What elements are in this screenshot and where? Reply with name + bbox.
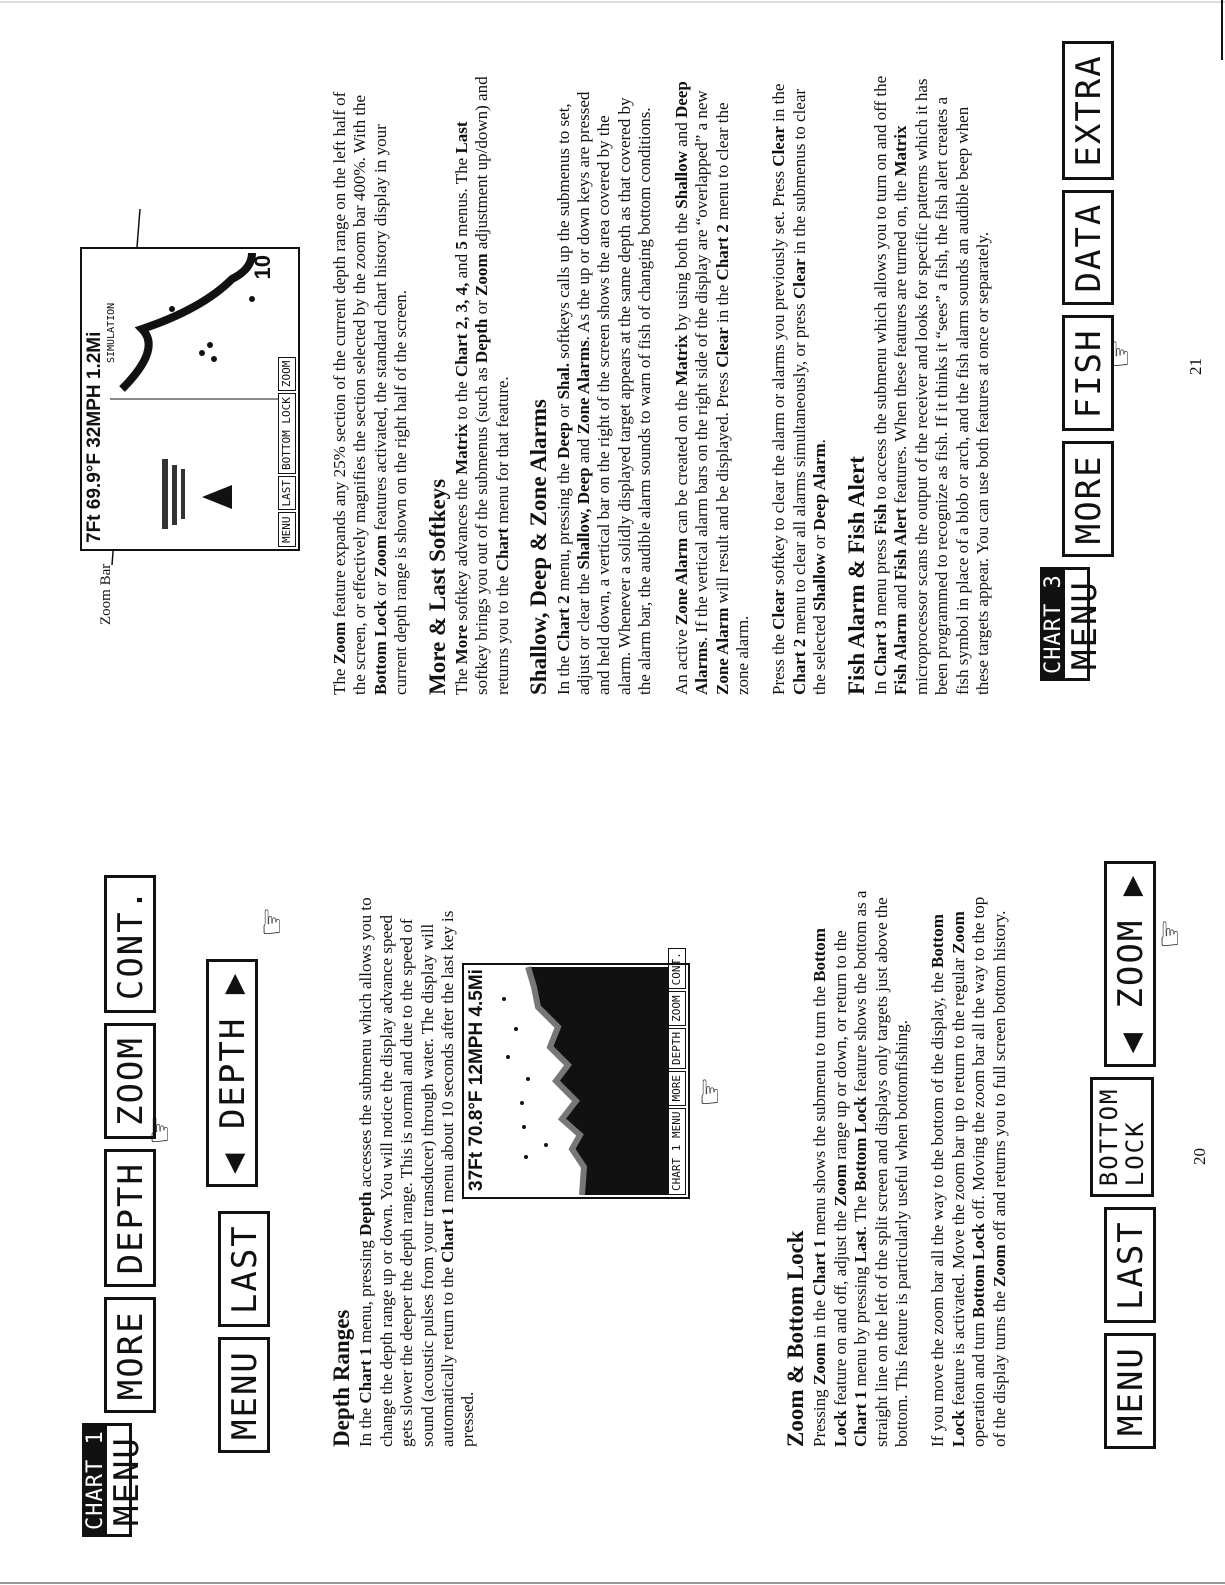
chart1-menu-label: MENU bbox=[107, 1436, 147, 1526]
zoom-bottom-lock-heading: Zoom & Bottom Lock bbox=[783, 1230, 808, 1447]
screen-key-zoom: ZOOM bbox=[278, 357, 296, 392]
zoomed-sonar-view bbox=[82, 249, 298, 549]
depth-adjust-softkey bbox=[206, 959, 258, 1187]
sonar-screen-chart1 bbox=[462, 952, 690, 1199]
fish-alarm-paragraph: In Chart 3 menu press Fish to access the submenu which allows you to turn on and off the Fish Alarm and Fish Alert features. When these features are turned on, the Matrix microprocessor scans the output of the receiver and looks for specific patterns which it has been programmed to recognize as fish. If it thinks it “sees” a fish, the fish alert creates a fish symbol in place of a blob or arch, and the fish alarm sounds an audible beep when these targets appear. You can use both features at once or separately. bbox=[870, 75, 992, 695]
fish-alarm-heading: Fish Alarm & Fish Alert bbox=[843, 456, 869, 695]
zoom-submenu-softkey-row bbox=[1095, 861, 1156, 1449]
depth-scale-number: 40 bbox=[640, 971, 665, 996]
menu-softkey-bottom[interactable]: MENU bbox=[1104, 1333, 1156, 1449]
chart1-menu-header: CHART 1 bbox=[85, 1426, 107, 1534]
bottom-lock-softkey[interactable] bbox=[1090, 1077, 1154, 1198]
screen-key-last: LAST bbox=[278, 476, 296, 511]
hand-pointer-icon: ☞ bbox=[1152, 918, 1189, 949]
zoom-bottom-lock-section bbox=[770, 887, 1026, 1447]
more-softkey[interactable]: MORE bbox=[104, 1297, 156, 1413]
shallow-paragraph-2: An active Zone Alarm can be created on the Matrix by using both the Shallow and Deep Alarms. If the vertical alarm bars on the right side of the display are “overlapped” a new Zone Alarm will result and be displayed. Press Clear in the Chart 2 menu to clear the zone alarm. bbox=[671, 81, 752, 695]
sonar-bottom-profile bbox=[464, 965, 688, 1197]
hand-pointer-icon: ☞ bbox=[692, 1076, 729, 1107]
depth-softkey[interactable]: DEPTH bbox=[104, 1149, 156, 1287]
depth-ranges-heading: Depth Ranges bbox=[329, 1309, 354, 1447]
fish-softkey[interactable]: FISH bbox=[1062, 316, 1114, 432]
screen-softkeys bbox=[668, 952, 686, 1195]
bottom-lock-line-1: BOTTOM bbox=[1095, 1087, 1123, 1187]
depth-submenu-softkey-row bbox=[218, 1211, 270, 1453]
zoom-up-down-softkey[interactable]: ◀ ZOOM ▶ bbox=[1104, 861, 1156, 1067]
depth-scale-number-zoom: 10 bbox=[250, 255, 275, 280]
page-number-right: 21 bbox=[1186, 358, 1205, 375]
page-number-left: 20 bbox=[1190, 1148, 1209, 1165]
last-softkey-bottom[interactable]: LAST bbox=[1104, 1207, 1156, 1323]
screen-key-bottom-lock: BOTTOM LOCK bbox=[278, 393, 296, 474]
shallow-paragraph-3: Press the Clear softkey to clear the alarm or alarms you previously set. Press Clear in the Chart 2 menu to clear all alarms simultaneously, or press Clear in the submenus to clear the selected Shallow or Deep Alarm. bbox=[769, 83, 830, 695]
more-last-paragraph: The More softkey advances the Matrix to the Chart 2, 3, 4, and 5 menus. The Last softkey brings you out of the submenus (such as Depth or Zoom adjustment up/down) and returns you to the Chart menu for that feature. bbox=[452, 76, 512, 695]
zoom-bottom-lock-paragraph-2: If you move the zoom bar all the way to the bottom of the display, the Bottom Lock feature is activated. Move the zoom bar up to return to the regular Zoom operation and turn Bottom Lock off. Moving the zoom bar all the way to the top of the display turns the Zoom off and returns you to full screen bottom history. bbox=[928, 896, 1009, 1447]
zoom-adjust-label: ZOOM bbox=[1111, 918, 1151, 1009]
chart1-menu-softkey[interactable] bbox=[82, 1423, 147, 1537]
right-page-text bbox=[330, 75, 1009, 695]
chart1-softkey-row bbox=[82, 875, 156, 1537]
screen-status-readout-zoom: 7Ft 69.9°F 32MPH 1.2Mi bbox=[84, 331, 105, 543]
sonar-screen-zoom bbox=[80, 247, 300, 551]
screen-softkeys-zoom bbox=[278, 251, 296, 547]
zoom-bar-caption: Zoom Bar bbox=[98, 563, 114, 625]
zoom-softkey[interactable]: ZOOM bbox=[104, 1023, 156, 1139]
screen-key-zoom: ZOOM bbox=[668, 991, 686, 1026]
last-softkey[interactable]: LAST bbox=[218, 1211, 270, 1327]
more-last-heading: More & Last Softkeys bbox=[424, 478, 450, 695]
data-softkey[interactable]: DATA bbox=[1062, 190, 1114, 306]
zoom-bottom-lock-paragraph-1: Pressing Zoom in the Chart 1 menu shows the submenu to turn the Bottom Lock feature on and off, adjust the Zoom range up or down, or return to the Chart 1 menu by pressing Last. The Bottom Lock feature shows the bottom as a straight line on the left of the split screen and displays only targets just above the bottom. This feature is particularly useful when bottomfishing. bbox=[810, 890, 912, 1447]
shallow-deep-zone-heading: Shallow, Deep & Zone Alarms bbox=[526, 399, 552, 695]
screen-key-cont: CONT. bbox=[668, 948, 686, 989]
simulation-label: SIMULATION bbox=[106, 302, 117, 363]
bottom-lock-line-2: LOCK bbox=[1121, 1120, 1149, 1187]
screen-key-more: MORE bbox=[668, 1071, 686, 1106]
cont-softkey[interactable]: CONT. bbox=[104, 875, 156, 1013]
shallow-paragraph-1: In the Chart 2 menu, pressing the Deep or Shal. softkeys calls up the submenus to set, adjust or clear the Shallow, Deep and Zone Alarms. As the up or down keys are pressed and held down, a vertical bar on the right of the screen shows the area covered by the alarm. Whenever a solidly displayed target appears at the same depth as that covered by the alarm bar, the audible alarm sounds to warn of fish of changing bottom conditions. bbox=[553, 91, 655, 695]
chart3-menu-softkey[interactable] bbox=[1040, 567, 1105, 681]
hand-pointer-icon: ☞ bbox=[254, 906, 291, 937]
screen-key-depth: DEPTH bbox=[668, 1028, 686, 1069]
hand-pointer-icon: ☞ bbox=[1102, 338, 1139, 369]
screen-status-readout: 37Ft 70.8°F 12MPH 4.5Mi bbox=[466, 969, 487, 1191]
depth-adjust-label: DEPTH bbox=[213, 1016, 253, 1130]
zoom-feature-paragraph: The Zoom feature expands any 25% section of the current depth range on the left half of the screen, or effectively magnifies the section selected by the zoom bar 400%. With the Bottom Lock or Zoom features activated, the standard chart history display in your current depth range is shown on the right half of the screen. bbox=[330, 91, 411, 695]
menu-softkey[interactable]: MENU bbox=[218, 1337, 270, 1453]
extra-softkey[interactable]: EXTRA bbox=[1062, 41, 1114, 179]
hand-pointer-icon: ☞ bbox=[142, 1114, 179, 1145]
depth-ranges-paragraph: In the Chart 1 menu, pressing Depth accesses the submenu which allows you to change the depth range up or down. You will notice the display advance speed gets slower the deeper the depth range. This is normal and due to the speed of sound (acoustic pulses from your transducer) through water. The display will automatically return to the Chart 1 menu about 10 seconds after the last key is pressed. bbox=[356, 897, 478, 1447]
chart3-menu-label: MENU bbox=[1065, 580, 1105, 670]
more-softkey-chart3[interactable]: MORE bbox=[1062, 441, 1114, 557]
depth-up-down-softkey[interactable]: ◀ DEPTH ▶ bbox=[206, 959, 258, 1187]
screen-key-chart1: CHART 1 MENU bbox=[668, 1108, 686, 1195]
chart3-menu-header: CHART 3 bbox=[1043, 570, 1065, 678]
screen-key-menu: MENU bbox=[278, 513, 296, 548]
